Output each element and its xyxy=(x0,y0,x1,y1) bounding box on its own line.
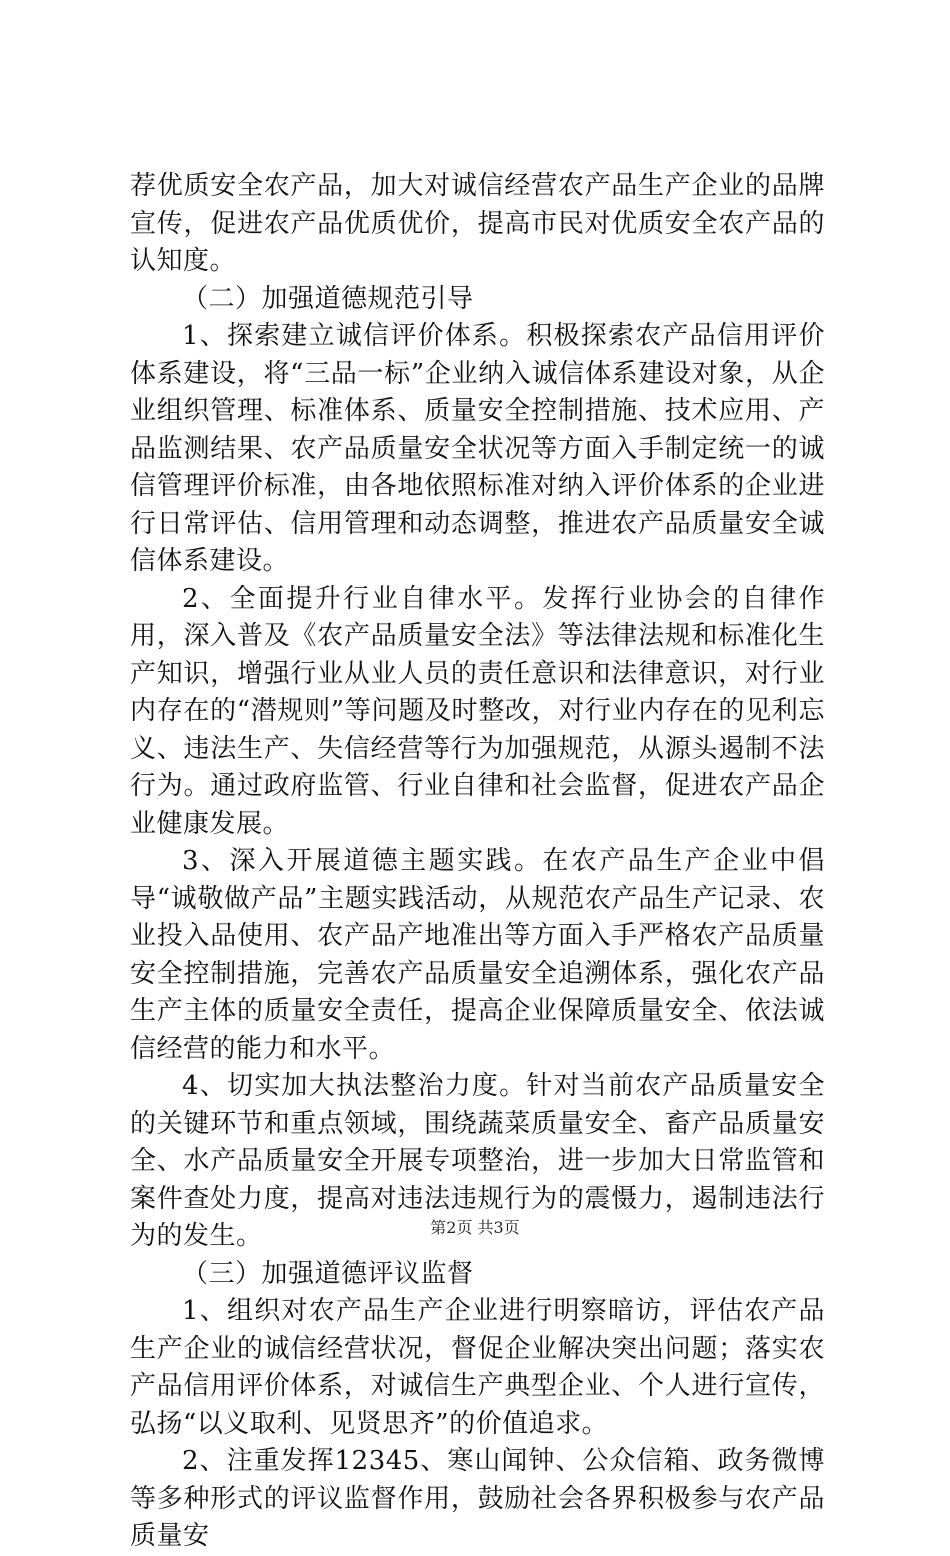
paragraph-continuation: 荐优质安全农产品，加大对诚信经营农产品生产企业的品牌宣传，促进农产品优质优价，提高市民对优质安全农产品的认知度。 xyxy=(130,171,825,276)
page-number-label: 第2页 共3页 xyxy=(430,1218,520,1237)
paragraph-item-2-3: 3、深入开展道德主题实践。在农产品生产企业中倡导“诚敬做产品”主题实践活动，从规范农产品生产记录、农业投入品使用、农产品产地准出等方面入手严格农产品质量安全控制措施，完善农产品质量安全追溯体系，强化农产品生产主体的质量安全责任，提高企业保障质量安全、依法诚信经营的能力和水平。 xyxy=(130,846,825,1064)
paragraph-item-3-2: 2、注重发挥12345、寒山闻钟、公众信箱、政务微博等多种形式的评议监督作用，鼓励社会各界积极参与农产品质量安 xyxy=(130,1446,825,1551)
page-footer xyxy=(0,1218,950,1238)
paragraph-item-2-1: 1、探索建立诚信评价体系。积极探索农产品信用评价体系建设，将“三品一标”企业纳入诚信体系建设对象，从企业组织管理、标准体系、质量安全控制措施、技术应用、产品监测结果、农产品质量安全状况等方面入手制定统一的诚信管理评价标准，由各地依照标准对纳入评价体系的企业进行日常评估、信用管理和动态调整，推进农产品质量安全诚信体系建设。 xyxy=(130,321,825,576)
section-heading-2: （二）加强道德规范引导 xyxy=(182,283,474,314)
paragraph-item-2-2: 2、全面提升行业自律水平。发挥行业协会的自律作用，深入普及《农产品质量安全法》等法律法规和标准化生产知识，增强行业从业人员的责任意识和法律意识，对行业内存在的“潜规则”等问题及时整改，对行业内存在的见利忘义、违法生产、失信经营等行为加强规范，从源头遏制不法行为。通过政府监管、行业自律和社会监督，促进农产品企业健康发展。 xyxy=(130,583,825,839)
paragraph-item-3-1: 1、组织对农产品生产企业进行明察暗访，评估农产品生产企业的诚信经营状况，督促企业解决突出问题；落实农产品信用评价体系，对诚信生产典型企业、个人进行宣传，弘扬“以义取利、见贤思齐”的价值追求。 xyxy=(130,1296,825,1439)
document-body xyxy=(130,168,825,1556)
section-heading-3: （三）加强道德评议监督 xyxy=(182,1258,474,1289)
paragraph-item-2-4: 4、切实加大执法整治力度。针对当前农产品质量安全的关键环节和重点领域，围绕蔬菜质量安全、畜产品质量安全、水产品质量安全开展专项整治，进一步加大日常监管和案件查处力度，提高对违法违规行为的震慑力，遏制违法行为的发生。 xyxy=(130,1071,825,1251)
